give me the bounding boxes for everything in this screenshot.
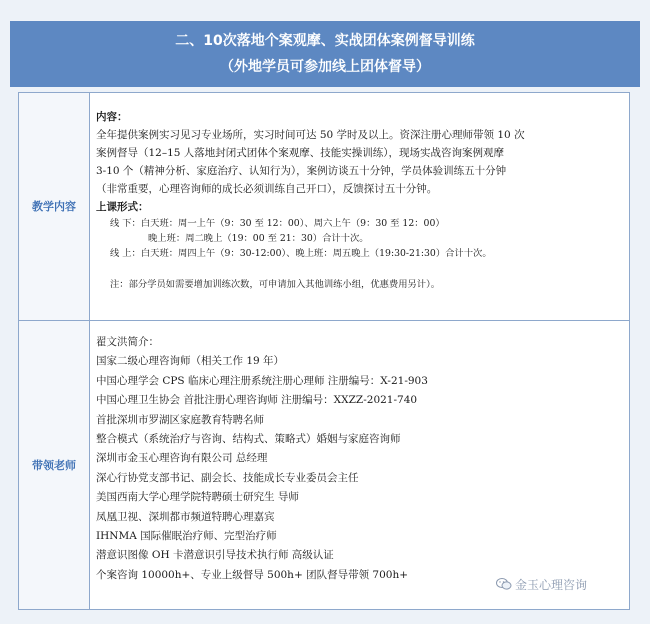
content-line: 案例督导（12–15 人落地封闭式团体个案观摩、技能实操训练），现场实战咨询案例观摩 (96, 147, 505, 159)
format-note: 注：部分学员如需要增加训练次数，可申请加入其他训练小组，优惠费用另计）。 (110, 279, 441, 290)
watermark (496, 576, 587, 593)
teacher-label-cell (19, 321, 90, 609)
bio-line: 中国心理卫生协会 首批注册心理咨询师 注册编号：XXZZ-2021-740 (96, 394, 418, 407)
info-table (18, 92, 630, 610)
bio-line: 个案咨询 10000h+、专业上级督导 500h+ 团队督导带领 700h+ (96, 568, 409, 581)
wechat-icon (496, 578, 512, 590)
format-heading: 上课形式： (96, 201, 149, 213)
teacher-row (19, 321, 629, 609)
bio-line: 中国心理学会 CPS 临床心理注册系统注册心理师 注册编号：X-21-903 (96, 374, 428, 387)
format-line: 线 上：白天班：周四上午（9：30-12:00）、晚上班：周五晚上（19:30-21:30）合计十次。 (110, 248, 492, 259)
content-line: 全年提供案例实习见习专业场所，实习时间可达 50 学时及以上。资深注册心理师带领 10 次 (96, 129, 525, 141)
bio-line: 首批深圳市罗湖区家庭教育特聘名师 (96, 413, 264, 426)
teaching-row (19, 93, 629, 321)
bio-line: 深圳市金玉心理咨询有限公司 总经理 (96, 452, 268, 465)
teaching-content (96, 108, 623, 335)
bio-line: 国家二级心理咨询师（相关工作 19 年） (96, 355, 285, 368)
section-subtitle: （外地学员可参加线上团体督导） (220, 59, 430, 75)
content-heading: 内容： (96, 111, 128, 123)
section-title: 二、10次落地个案观摩、实战团体案例督导训练 (175, 33, 475, 49)
format-line: 晚上班：周二晚上（19：00 至 21：30）合计十次。 (148, 233, 369, 244)
section-header (10, 21, 640, 87)
bio-line: IHNMA 国际催眠治疗师、完型治疗师 (96, 530, 277, 543)
bio-line: 翟文洪简介： (96, 336, 159, 348)
bio-line: 整合模式（系统治疗与咨询、结构式、策略式）婚姻与家庭咨询师 (96, 433, 401, 446)
bio-line: 潜意识图像 OH 卡潜意识引导技术执行师 高级认证 (96, 549, 334, 562)
teaching-label-cell (19, 93, 90, 320)
teaching-label: 教学内容 (32, 200, 76, 213)
bio-line: 深心行协党支部书记、副会长、技能成长专业委员会主任 (96, 471, 359, 484)
bio-line: 美国西南大学心理学院特聘硕士研究生 导师 (96, 491, 299, 504)
teacher-label: 带领老师 (32, 459, 76, 472)
content-line: 3-10 个（精神分析、家庭治疗、认知行为），案例访谈五十分钟，学员体验训练五十分钟 (96, 165, 507, 177)
content-line: （非常重要，心理咨询师的成长必须训练自己开口），反馈探讨五十分钟。 (96, 183, 438, 195)
format-line: 线 下：白天班：周一上午（9：30 至 12：00）、周六上午（9：30 至 12：00） (110, 218, 445, 229)
watermark-text: 金玉心理咨询 (515, 578, 588, 592)
bio-line: 凤凰卫视、深圳都市频道特聘心理嘉宾 (96, 510, 275, 523)
